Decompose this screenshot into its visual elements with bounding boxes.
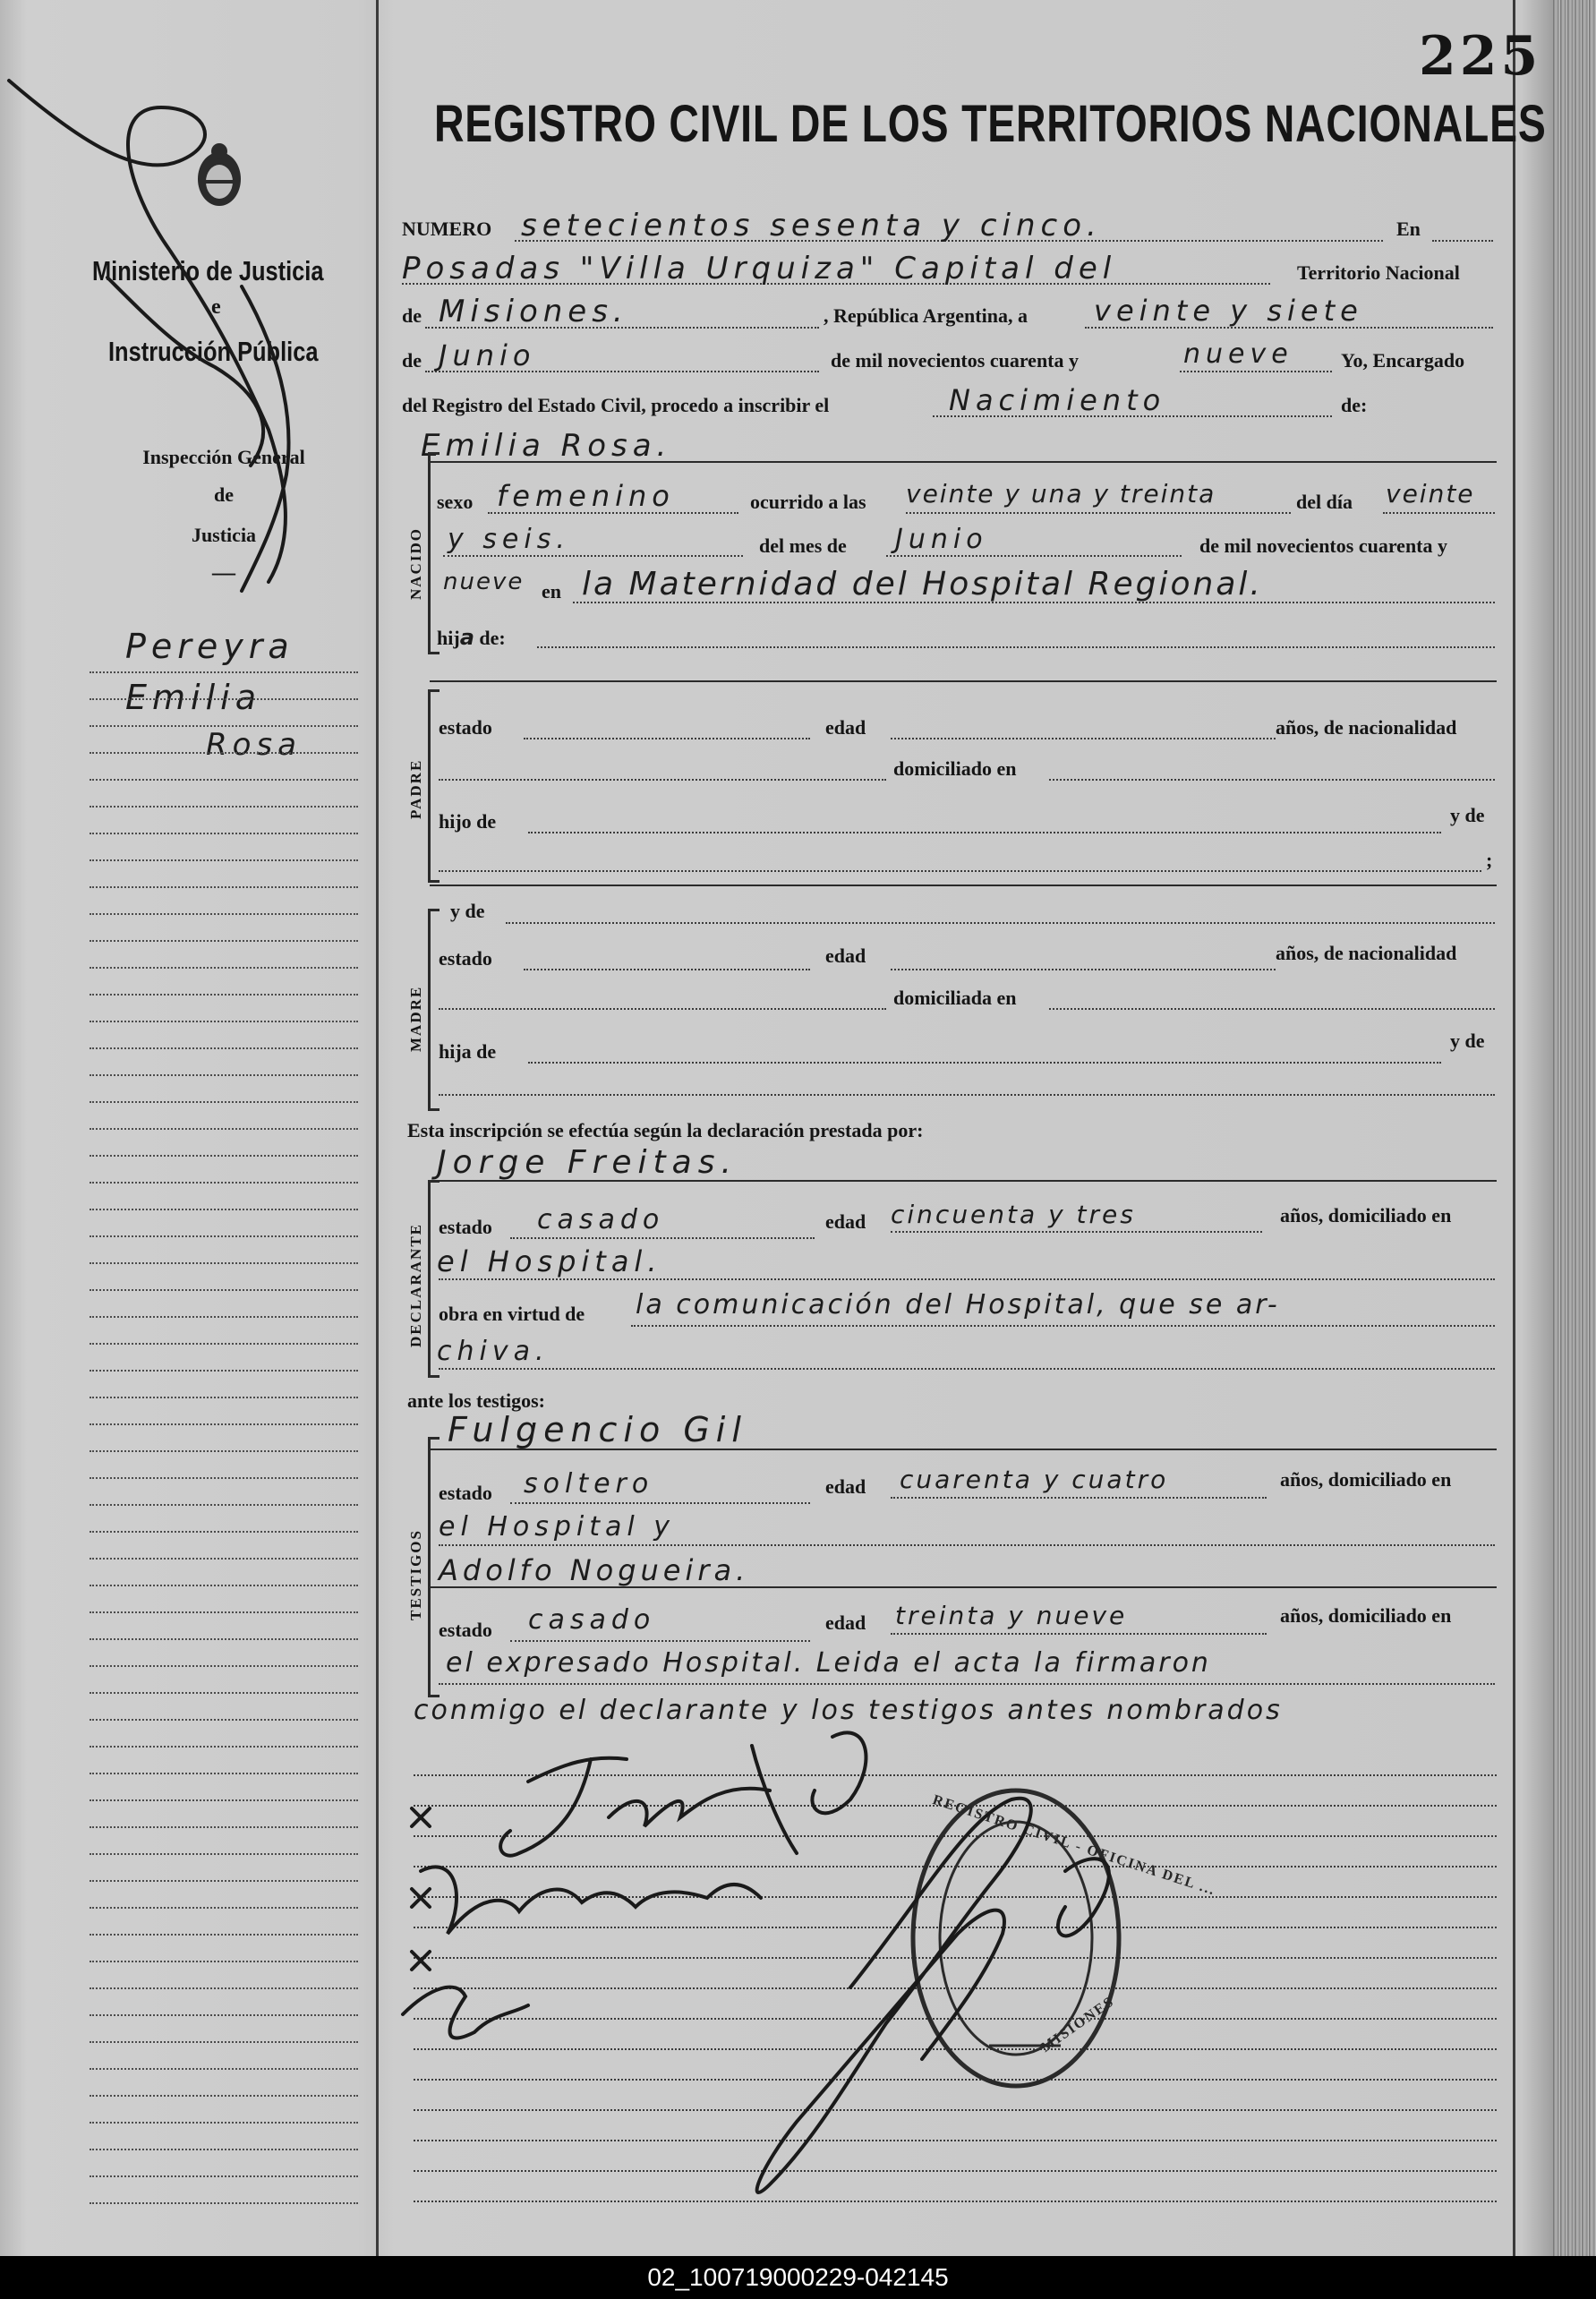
numero-value: setecientos sesenta y cinco.: [521, 208, 1102, 244]
registro-label: del Registro del Estado Civil, procedo a inscribir el: [402, 394, 830, 416]
padre-semicolon: ;: [1486, 849, 1493, 871]
left-ruled-line: [90, 1450, 358, 1452]
testigos-intro-label: ante los testigos:: [407, 1389, 545, 1412]
testigo-2-estado-label: estado: [439, 1619, 492, 1641]
testigo-2-edad-value: treinta y nueve: [895, 1601, 1128, 1630]
madre-domic-label: domiciliada en: [893, 987, 1017, 1009]
left-ruled-line: [90, 1799, 358, 1801]
testigo-1-edad-value: cuarenta y cuatro: [900, 1465, 1169, 1494]
left-ruled-line: [90, 940, 358, 942]
left-ruled-line: [90, 1504, 358, 1506]
left-ruled-line: [90, 1235, 358, 1237]
left-ruled-line: [90, 1182, 358, 1184]
sexo-label: sexo: [437, 491, 474, 513]
testigo-2-domic-value: el expresado Hospital. Leida el acta la firmaron: [446, 1647, 1211, 1679]
inspection-line-1: Inspección General: [142, 446, 305, 468]
inspection-dash: —: [212, 560, 235, 585]
testigo-2-anos-label: años, domiciliado en: [1280, 1604, 1452, 1627]
hora-value: veinte y una y treinta: [906, 479, 1216, 509]
left-ruled-line: [90, 2149, 358, 2150]
left-ruled-line: [90, 886, 358, 888]
madre-estado-label: estado: [439, 947, 492, 970]
left-ruled-line: [90, 1423, 358, 1425]
margin-signature-scribble: [0, 54, 376, 627]
left-ruled-line: [90, 859, 358, 861]
padre-hijo-label: hijo de: [439, 810, 497, 833]
testigo-1-estado-label: estado: [439, 1482, 492, 1504]
place-value: Posadas "Villa Urquiza" Capital del: [402, 251, 1117, 286]
mes-label: del mes de: [759, 534, 847, 557]
testigo-1-estado-value: soltero: [524, 1468, 654, 1500]
testigo-1-anos-label: años, domiciliado en: [1280, 1468, 1452, 1491]
left-ruled-line: [90, 1558, 358, 1560]
left-ruled-line: [90, 1074, 358, 1076]
left-ruled-line: [90, 994, 358, 996]
right-margin-rule: [1513, 0, 1515, 2256]
padre-side-label: PADRE: [407, 758, 424, 819]
hija-label-row: [437, 625, 506, 650]
ocurrido-label: ocurrido a las: [750, 491, 866, 513]
left-ruled-line: [90, 1719, 358, 1721]
numero-label: NUMERO: [402, 218, 492, 240]
madre-side-label: MADRE: [407, 985, 424, 1052]
inspection-line-2: de: [214, 483, 234, 506]
hija-label-2: de:: [479, 627, 506, 649]
padre-edad-label: edad: [825, 716, 866, 739]
left-ruled-line: [90, 671, 358, 673]
obra-value: la comunicación del Hospital, que se ar-: [636, 1289, 1280, 1320]
closing-value: conmigo el declarante y los testigos antes nombrados: [414, 1695, 1283, 1726]
declarante-estado-label: estado: [439, 1216, 492, 1238]
left-ruled-line: [90, 2202, 358, 2204]
left-ruled-line: [90, 1397, 358, 1398]
madre-yde-label: y de: [1450, 1030, 1485, 1052]
left-ruled-line: [90, 1155, 358, 1157]
left-ruled-line: [90, 1128, 358, 1130]
left-ruled-line: [90, 1746, 358, 1748]
left-ruled-line: [90, 1826, 358, 1828]
left-ruled-line: [90, 752, 358, 754]
left-ruled-line: [90, 1692, 358, 1694]
anio-label: de mil novecientos cuarenta y: [831, 349, 1080, 372]
madre-yde-top-label: y de: [450, 900, 485, 922]
padre-anos-label: años, de nacionalidad: [1276, 716, 1457, 739]
testigo-2-estado-value: casado: [528, 1604, 656, 1636]
left-ruled-line: [90, 2068, 358, 2070]
hija-suffix: a: [459, 625, 474, 650]
left-ruled-line: [90, 1209, 358, 1210]
padre-yde-label: y de: [1450, 804, 1485, 826]
month-value: Junio: [439, 338, 536, 372]
declarante-domic-value: el Hospital.: [437, 1244, 662, 1278]
declarante-side-label: DECLARANTE: [407, 1222, 424, 1347]
madre-anos-label: años, de nacionalidad: [1276, 942, 1457, 964]
left-ruled-line: [90, 1021, 358, 1022]
madre-hija-label: hija de: [439, 1040, 497, 1063]
obra-value-2: chiva.: [437, 1336, 550, 1367]
left-ruled-line: [90, 1477, 358, 1479]
de-label: de: [402, 304, 422, 327]
left-ruled-line: [90, 1961, 358, 1962]
territorio-label: Territorio Nacional: [1297, 261, 1460, 284]
de3-label: de:: [1341, 394, 1368, 416]
left-ruled-line: [90, 967, 358, 969]
left-ruled-line: [90, 698, 358, 700]
left-ruled-line: [90, 2095, 358, 2097]
nacido-anio-label: de mil novecientos cuarenta y: [1199, 534, 1448, 557]
left-ruled-line: [90, 2014, 358, 2016]
de2-label: de: [402, 349, 422, 372]
left-ruled-line: [90, 2175, 358, 2177]
signatures: [385, 1719, 1191, 2220]
declaracion-label: Esta inscripción se efectúa según la declaración prestada por:: [407, 1119, 924, 1141]
left-ruled-line: [90, 2041, 358, 2043]
registered-name-value: Emilia Rosa.: [421, 428, 672, 464]
left-ruled-line: [90, 1907, 358, 1909]
declarante-edad-value: cincuenta y tres: [891, 1200, 1136, 1229]
left-ruled-line: [90, 1047, 358, 1049]
left-ruled-line: [90, 806, 358, 808]
testigo-1-name: Fulgencio Gil: [448, 1410, 747, 1449]
ministry-line-2: e: [211, 295, 221, 319]
ministry-line-3: Instrucción Pública: [108, 336, 319, 367]
left-ruled-line: [90, 1262, 358, 1264]
book-page-edges: [1553, 0, 1596, 2256]
testigos-side-label: TESTIGOS: [407, 1529, 424, 1620]
testigo-1-domic-value: el Hospital y: [439, 1511, 676, 1543]
mes-value: Junio: [895, 524, 988, 555]
left-ruled-line: [90, 1316, 358, 1318]
inspection-line-3: Justicia: [191, 524, 257, 546]
sexo-value: femenino: [497, 479, 675, 513]
republica-label: , República Argentina, a: [824, 304, 1028, 327]
page-title: REGISTRO CIVIL DE LOS TERRITORIOS NACIONALES: [434, 95, 1547, 153]
testigo-2-name: Adolfo Nogueira.: [439, 1553, 750, 1587]
deldia-label: del día: [1296, 491, 1353, 513]
left-ruled-line: [90, 1343, 358, 1345]
hija-label: hij: [437, 627, 460, 649]
declarante-estado-value: casado: [537, 1204, 665, 1235]
left-ruled-line: [90, 1289, 358, 1291]
left-ruled-line: [90, 1773, 358, 1774]
nacido-side-label: NACIDO: [407, 527, 424, 600]
left-ruled-line: [90, 1665, 358, 1667]
nacido-anio-value: nueve: [443, 568, 525, 595]
left-ruled-line: [90, 1611, 358, 1613]
left-ruled-line: [90, 1585, 358, 1586]
declarante-anos-label: años, domiciliado en: [1280, 1204, 1452, 1226]
madre-edad-label: edad: [825, 944, 866, 967]
left-ruled-line: [90, 779, 358, 781]
stamp-text-bottom: MISIONES: [1038, 1993, 1118, 2055]
left-ruled-line: [90, 1853, 358, 1855]
padre-domic-label: domiciliado en: [893, 757, 1017, 780]
padre-estado-label: estado: [439, 716, 492, 739]
left-ruled-line: [90, 1987, 358, 1989]
year-value: nueve: [1183, 338, 1293, 370]
image-id-footer: 02_100719000229-042145: [0, 2256, 1596, 2299]
obra-label: obra en virtud de: [439, 1303, 585, 1325]
declarante-name: Jorge Freitas.: [437, 1144, 738, 1181]
left-ruled-line: [90, 1934, 358, 1936]
nacido-en-label: en: [542, 580, 561, 603]
testigo-1-edad-label: edad: [825, 1475, 866, 1498]
yo-label: Yo, Encargado: [1341, 349, 1465, 372]
territory-value: Misiones.: [439, 294, 628, 329]
left-ruled-line: [90, 913, 358, 915]
left-ruled-line: [90, 2122, 358, 2124]
left-ruled-line: [90, 1101, 358, 1103]
folio-number: 225: [1419, 25, 1542, 88]
left-ruled-line: [90, 1370, 358, 1372]
dia-value-1: veinte: [1386, 479, 1475, 509]
margin-first-name: Emilia: [125, 678, 261, 717]
left-ruled-line: [90, 725, 358, 727]
left-ruled-line: [90, 1880, 358, 1882]
left-ruled-line: [90, 1638, 358, 1640]
en-label: En: [1396, 218, 1421, 240]
dia-value-2: y seis.: [448, 524, 570, 555]
testigo-2-edad-label: edad: [825, 1611, 866, 1634]
left-ruled-line: [90, 1531, 358, 1533]
ministry-line-1: Ministerio de Justicia: [92, 255, 324, 286]
act-value: Nacimiento: [949, 383, 1166, 417]
day-value: veinte y siete: [1094, 294, 1363, 328]
stamp-text-top: REGISTRO CIVIL - OFICINA DEL ...: [930, 1792, 1218, 1899]
margin-surname: Pereyra: [125, 627, 294, 666]
declarante-edad-label: edad: [825, 1210, 866, 1233]
lugar-value: la Maternidad del Hospital Regional.: [582, 566, 1263, 603]
margin-x-marks: [407, 1804, 443, 1983]
margin-second-name: Rosa: [206, 727, 302, 763]
left-ruled-line: [90, 833, 358, 834]
